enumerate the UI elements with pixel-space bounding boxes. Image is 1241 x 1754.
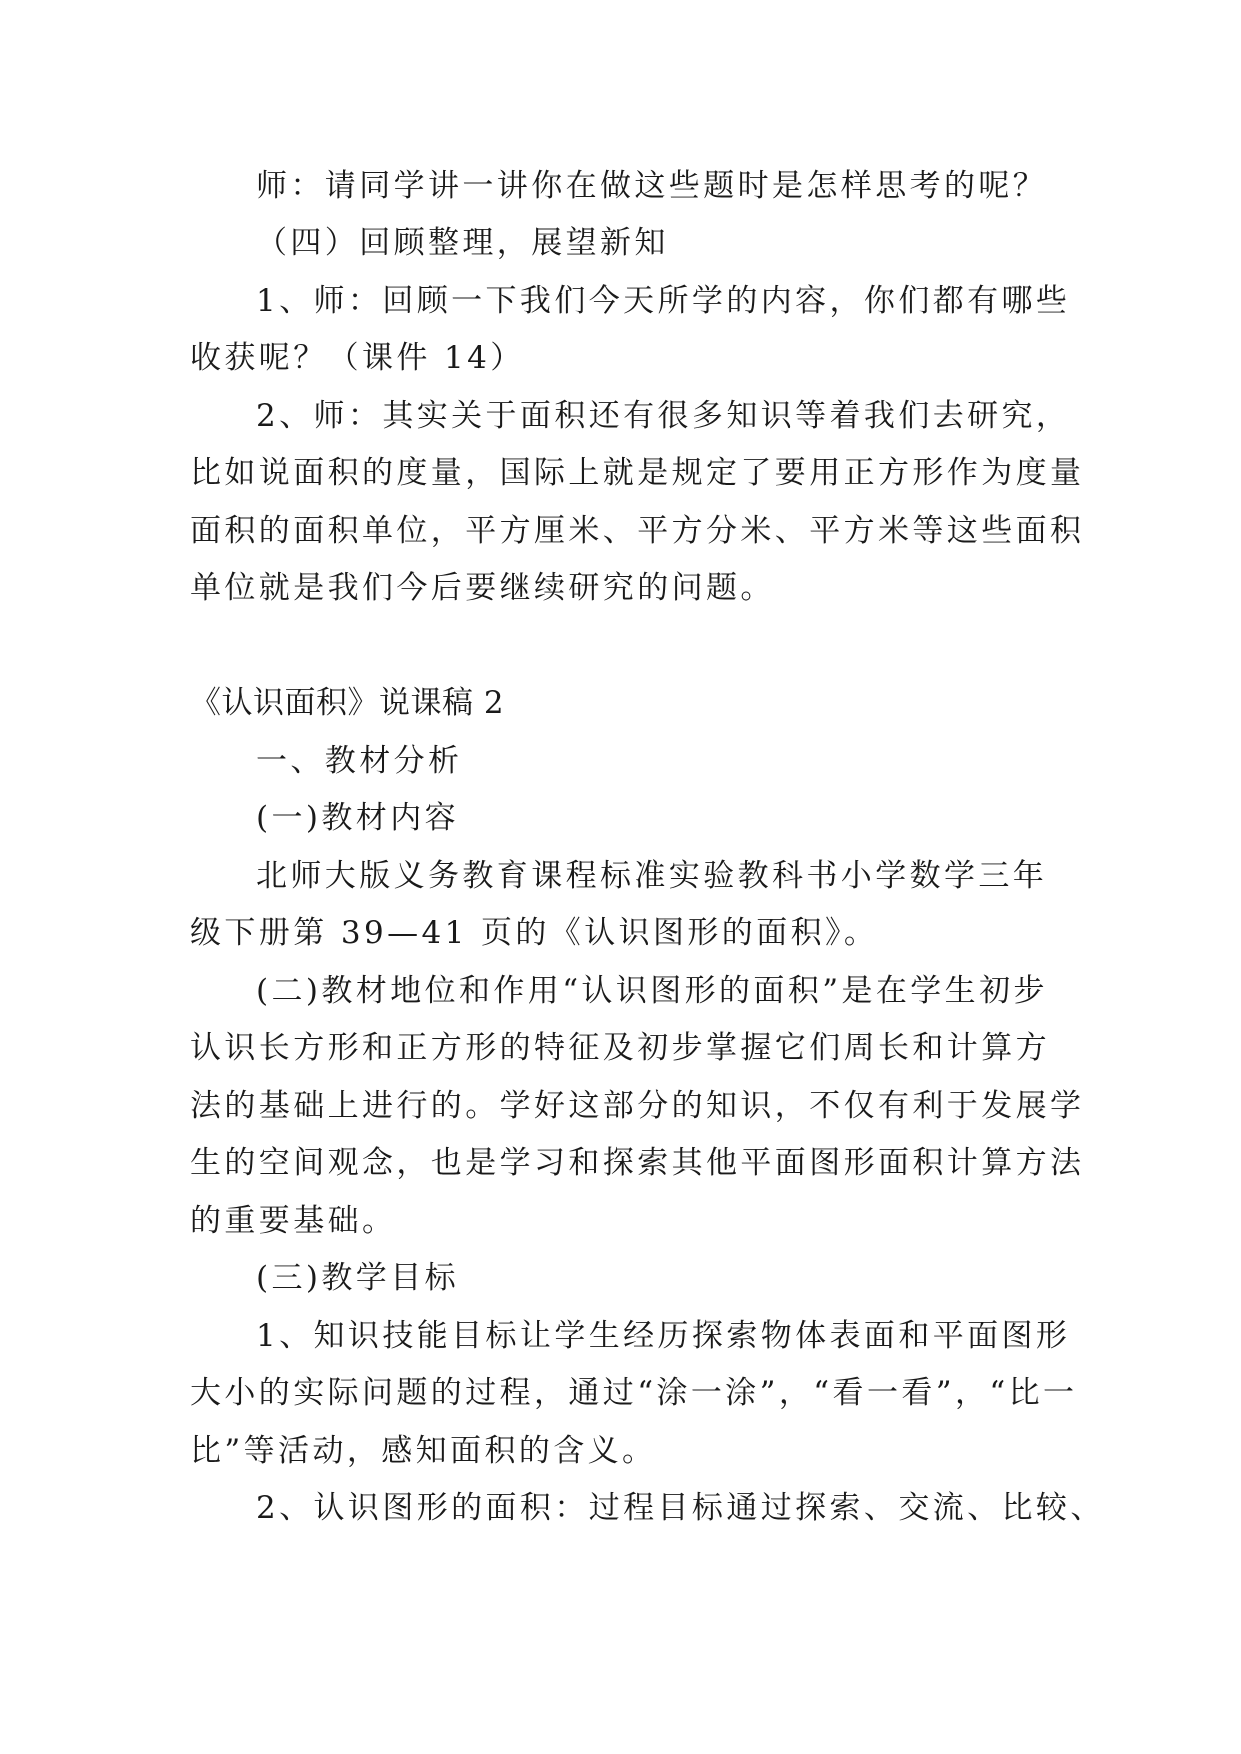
paragraph-line: 级下册第 39—41 页的《认识图形的面积》。 (190, 915, 879, 951)
document-title: 《认识面积》说课稿 2 (190, 685, 505, 721)
paragraph-line: 2、认识图形的面积：过程目标通过探索、交流、比较、 (256, 1490, 1105, 1526)
paragraph-line: 大小的实际问题的过程，通过“涂一涂”，“看一看”，“比一 (190, 1375, 1078, 1411)
paragraph-line: 法的基础上进行的。学好这部分的知识，不仅有利于发展学 (190, 1088, 1085, 1124)
paragraph-line: 面积的面积单位，平方厘米、平方分米、平方米等这些面积 (190, 513, 1085, 549)
paragraph-line: 的重要基础。 (190, 1203, 397, 1239)
paragraph-line: 师：请同学讲一讲你在做这些题时是怎样思考的呢？ (256, 168, 1048, 204)
paragraph-line: 单位就是我们今后要继续研究的问题。 (190, 570, 775, 606)
paragraph-line: 1、知识技能目标让学生经历探索物体表面和平面图形 (256, 1318, 1071, 1354)
section-heading: （四）回顾整理，展望新知 (256, 225, 669, 261)
section-heading: (一)教材内容 (256, 800, 459, 836)
paragraph-line: 1、师：回顾一下我们今天所学的内容，你们都有哪些 (256, 283, 1071, 319)
paragraph-line: 北师大版义务教育课程标准实验教科书小学数学三年 (256, 858, 1048, 894)
paragraph-line: 2、师：其实关于面积还有很多知识等着我们去研究， (256, 398, 1071, 434)
paragraph-line: (二)教材地位和作用“认识图形的面积”是在学生初步 (256, 973, 1048, 1009)
paragraph-line: 生的空间观念，也是学习和探索其他平面图形面积计算方法 (190, 1145, 1085, 1181)
paragraph-line: 比如说面积的度量，国际上就是规定了要用正方形作为度量 (190, 455, 1085, 491)
section-heading: (三)教学目标 (256, 1260, 459, 1296)
paragraph-line: 认识长方形和正方形的特征及初步掌握它们周长和计算方 (190, 1030, 1050, 1066)
section-heading: 一、教材分析 (256, 743, 463, 779)
paragraph-line: 收获呢？（课件 14） (190, 340, 525, 376)
paragraph-line: 比”等活动，感知面积的含义。 (190, 1433, 657, 1469)
